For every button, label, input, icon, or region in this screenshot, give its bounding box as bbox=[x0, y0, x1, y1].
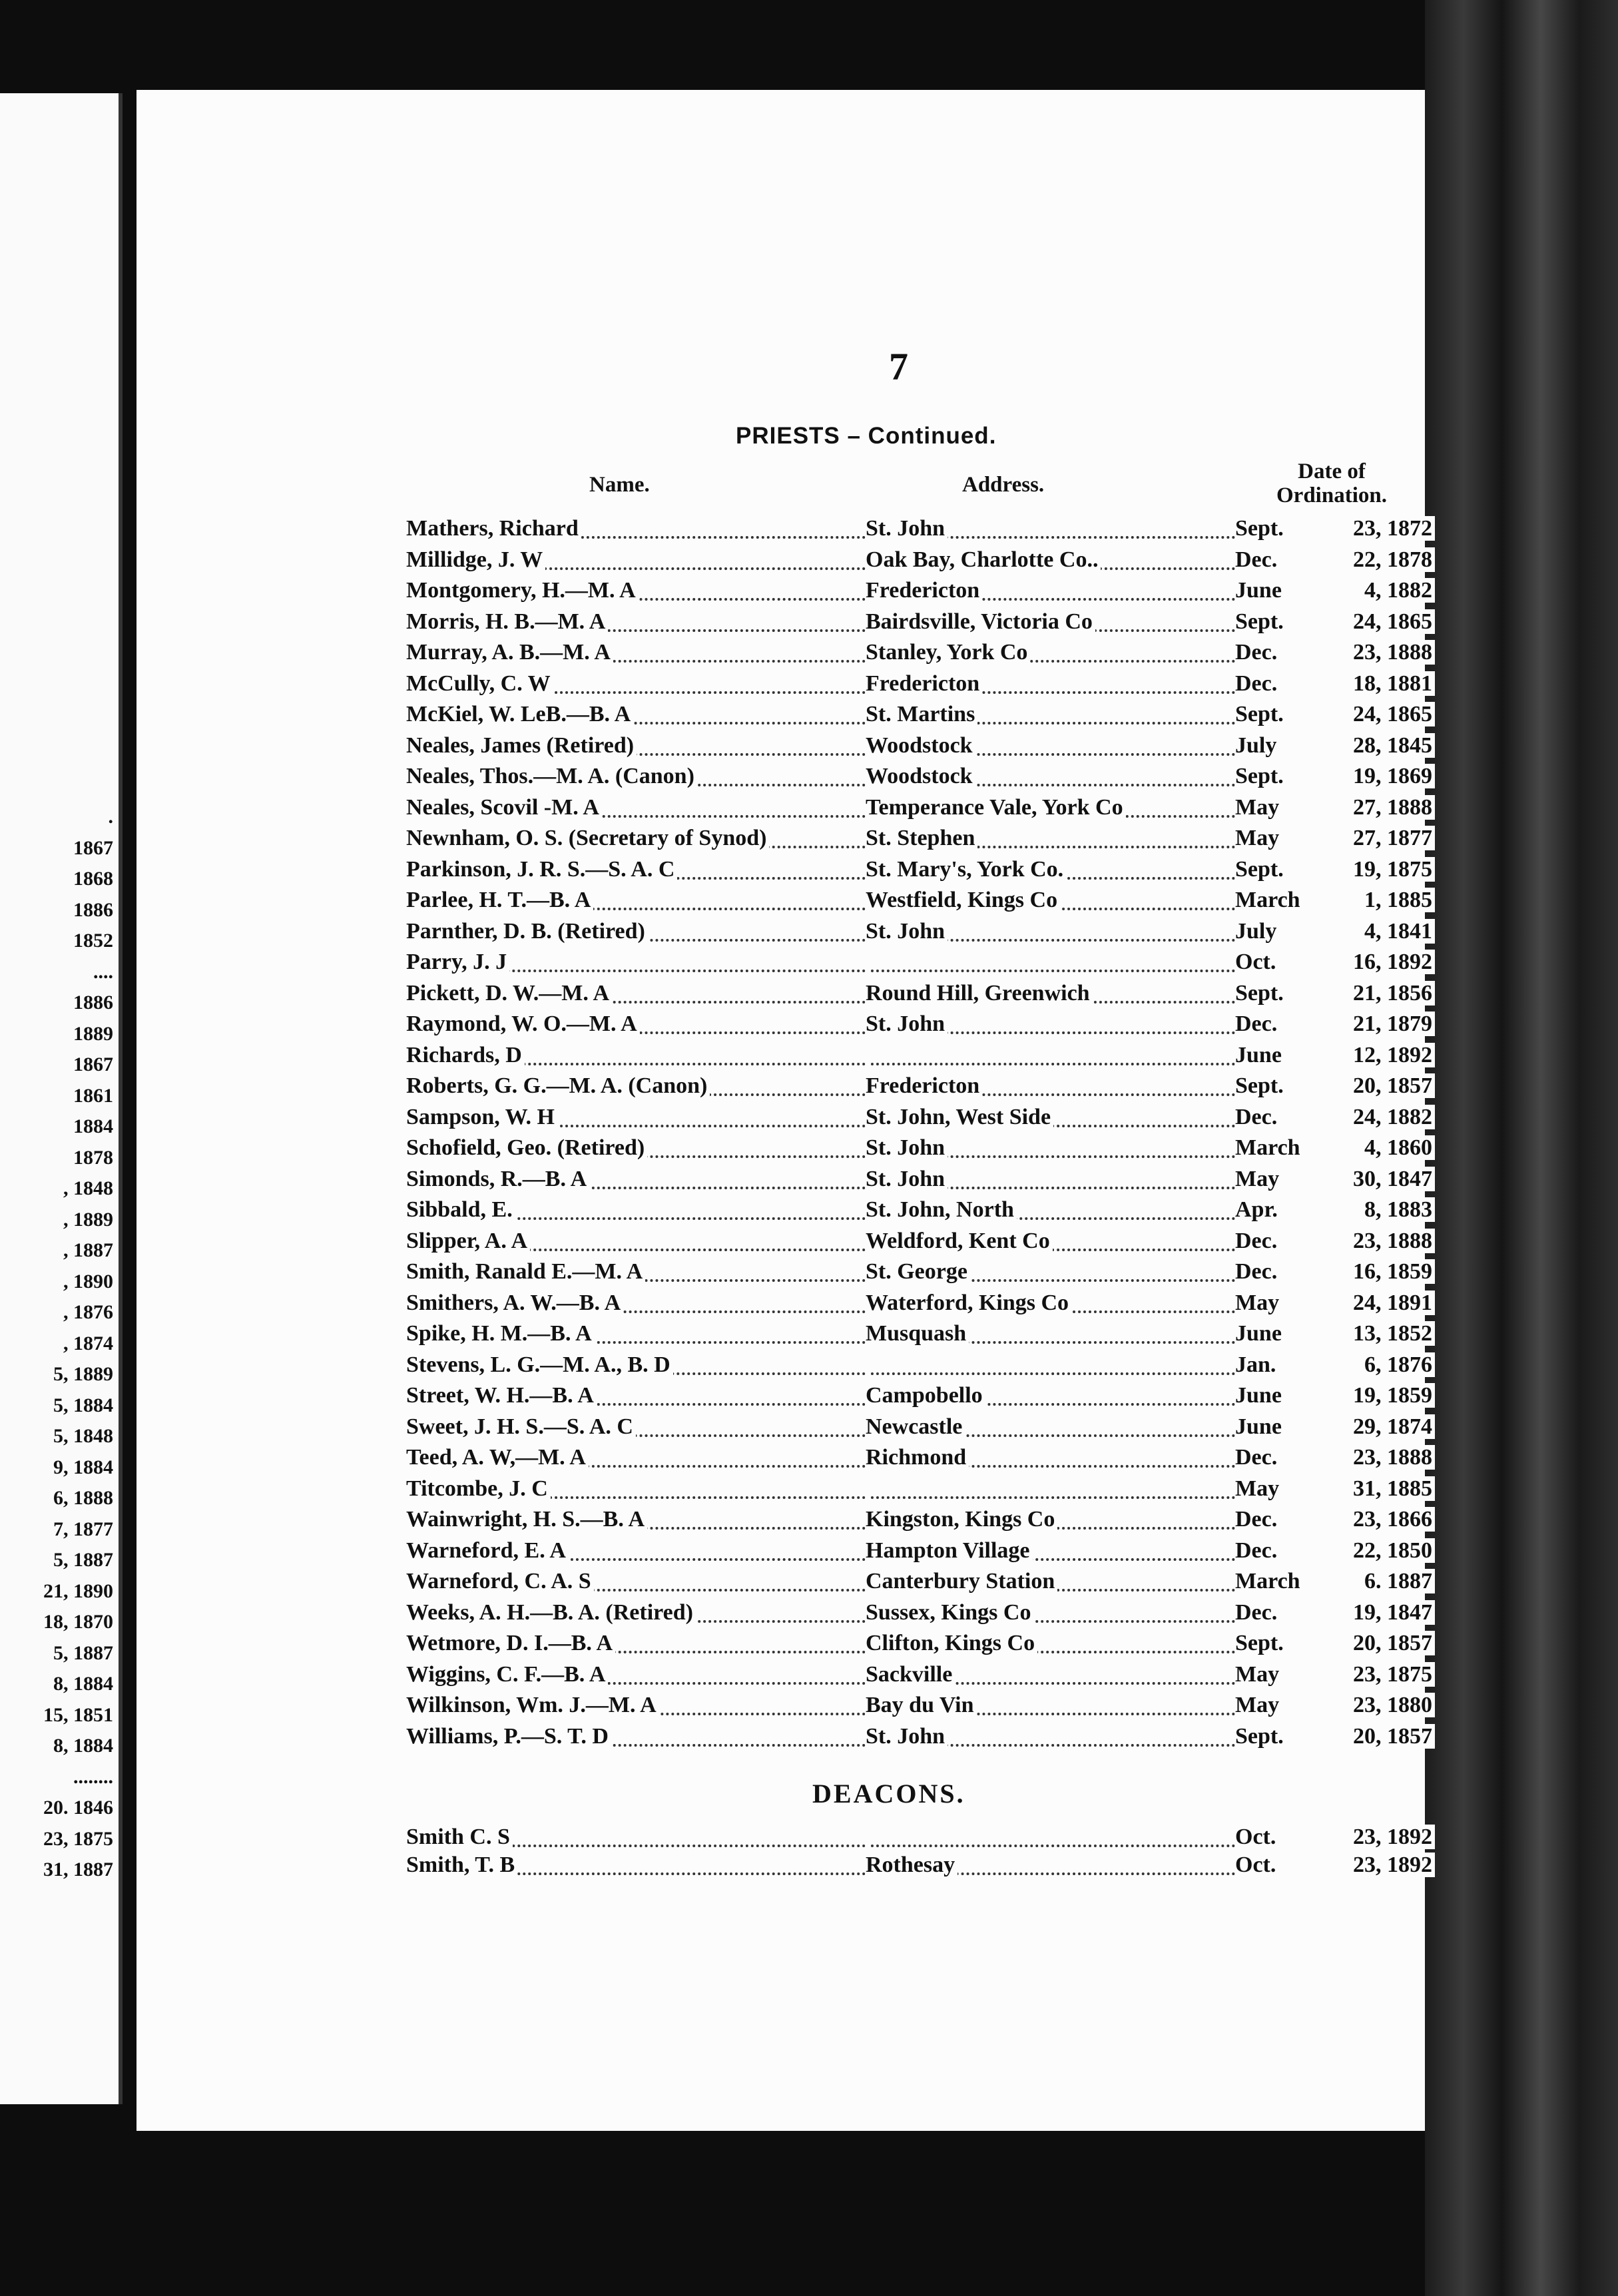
entry-address: Fredericton bbox=[866, 578, 982, 603]
entry-month: July bbox=[1235, 919, 1279, 944]
entry-address: Fredericton bbox=[866, 671, 982, 697]
entry-name: Neales, Scovil -M. A bbox=[406, 795, 602, 820]
list-item bbox=[406, 1105, 1438, 1135]
book-binding bbox=[1425, 0, 1618, 2296]
entry-month: Sept. bbox=[1235, 702, 1286, 727]
entry-name: Sampson, W. H bbox=[406, 1105, 557, 1130]
list-item bbox=[406, 1043, 1438, 1073]
book-page bbox=[136, 90, 1432, 2131]
entry-month: March bbox=[1235, 1135, 1303, 1161]
entry-month: Sept. bbox=[1235, 981, 1286, 1006]
list-item bbox=[406, 1600, 1438, 1631]
facing-page-text: , 1848 bbox=[63, 1177, 113, 1199]
entry-name: Weeks, A. H.—B. A. (Retired) bbox=[406, 1600, 696, 1625]
list-item bbox=[406, 950, 1438, 980]
facing-page-text: 5, 1887 bbox=[53, 1641, 113, 1664]
entry-date: 29, 1874 bbox=[1335, 1414, 1435, 1440]
priests-heading: PRIESTS – Continued. bbox=[736, 423, 997, 449]
facing-page-text: 1884 bbox=[73, 1115, 113, 1137]
entry-month: Sept. bbox=[1235, 1073, 1286, 1099]
column-header-date-line2: Ordination. bbox=[1276, 483, 1387, 507]
list-item bbox=[406, 1445, 1438, 1476]
list-item bbox=[406, 1569, 1438, 1599]
entry-date: 24, 1882 bbox=[1335, 1105, 1435, 1130]
facing-page-text: 5, 1887 bbox=[53, 1549, 113, 1571]
entry-address: Rothesay bbox=[866, 1853, 957, 1878]
entry-date: 23, 1872 bbox=[1335, 516, 1435, 541]
entry-name: Neales, James (Retired) bbox=[406, 733, 637, 758]
entry-date: 18, 1881 bbox=[1335, 671, 1435, 697]
entry-date: 24, 1865 bbox=[1335, 609, 1435, 635]
entry-address: Waterford, Kings Co bbox=[866, 1291, 1071, 1316]
entry-date: 16, 1859 bbox=[1335, 1259, 1435, 1285]
entry-month: Jan. bbox=[1235, 1352, 1278, 1378]
entry-name: Wainwright, H. S.—B. A bbox=[406, 1507, 647, 1532]
facing-page-text: 18, 1870 bbox=[43, 1611, 113, 1633]
entry-address: Hampton Village bbox=[866, 1538, 1033, 1564]
entry-address: St. John bbox=[866, 1011, 947, 1037]
entry-name: Smith, T. B bbox=[406, 1853, 517, 1878]
column-header-date bbox=[1258, 459, 1405, 507]
list-item bbox=[406, 1352, 1438, 1383]
entry-date: 6. 1887 bbox=[1335, 1569, 1435, 1594]
entry-month: June bbox=[1235, 1321, 1284, 1346]
facing-page-text: 21, 1890 bbox=[43, 1579, 113, 1602]
entry-month: June bbox=[1235, 1414, 1284, 1440]
facing-page-text: 1868 bbox=[73, 868, 113, 890]
list-item bbox=[406, 1825, 1438, 1855]
entry-address: Bay du Vin bbox=[866, 1693, 977, 1718]
list-item bbox=[406, 1476, 1438, 1507]
entry-date: 23, 1888 bbox=[1335, 1229, 1435, 1254]
entry-name: Titcombe, J. C bbox=[406, 1476, 551, 1502]
entry-date: 30, 1847 bbox=[1335, 1167, 1435, 1192]
facing-page-text: .... bbox=[93, 960, 113, 983]
entry-month: June bbox=[1235, 578, 1284, 603]
entry-date: 22, 1850 bbox=[1335, 1538, 1435, 1564]
entry-address: Westfield, Kings Co bbox=[866, 888, 1060, 913]
entry-name: Teed, A. W,—M. A bbox=[406, 1445, 589, 1470]
list-item bbox=[406, 1414, 1438, 1445]
entry-address bbox=[866, 950, 868, 975]
entry-name: Murray, A. B.—M. A bbox=[406, 640, 613, 665]
entry-address: St. John, North bbox=[866, 1197, 1017, 1223]
entry-address bbox=[866, 1825, 868, 1850]
facing-page-fragment bbox=[0, 93, 123, 2104]
list-item bbox=[406, 1197, 1438, 1228]
facing-page-text: 6, 1888 bbox=[53, 1487, 113, 1509]
facing-page-text: 20. 1846 bbox=[43, 1797, 113, 1819]
facing-page-text: 5, 1848 bbox=[53, 1425, 113, 1447]
list-item bbox=[406, 609, 1438, 640]
entry-address: Campobello bbox=[866, 1383, 985, 1408]
list-item bbox=[406, 1135, 1438, 1166]
facing-page-text: 31, 1887 bbox=[43, 1859, 113, 1880]
entry-address: Oak Bay, Charlotte Co.. bbox=[866, 547, 1101, 573]
facing-page-text: 1852 bbox=[73, 930, 113, 952]
entry-address: Musquash bbox=[866, 1321, 969, 1346]
list-item bbox=[406, 1507, 1438, 1538]
entry-date: 23, 1875 bbox=[1335, 1662, 1435, 1687]
list-item bbox=[406, 733, 1438, 764]
entry-name: Warneford, C. A. S bbox=[406, 1569, 594, 1594]
entry-month: Apr. bbox=[1235, 1197, 1280, 1223]
entry-name: Mathers, Richard bbox=[406, 516, 581, 541]
facing-page-text: , 1887 bbox=[63, 1239, 113, 1261]
entry-address: Clifton, Kings Co bbox=[866, 1631, 1037, 1656]
entry-address: Temperance Vale, York Co bbox=[866, 795, 1126, 820]
list-item bbox=[406, 826, 1438, 856]
list-item bbox=[406, 702, 1438, 732]
list-item bbox=[406, 1167, 1438, 1197]
entry-month: May bbox=[1235, 795, 1282, 820]
entry-month: June bbox=[1235, 1383, 1284, 1408]
entry-name: Smith, Ranald E.—M. A bbox=[406, 1259, 645, 1285]
entry-month: Oct. bbox=[1235, 950, 1278, 975]
entry-date: 23, 1880 bbox=[1335, 1693, 1435, 1718]
entry-address: Woodstock bbox=[866, 764, 975, 789]
list-item bbox=[406, 888, 1438, 918]
entry-name: Schofield, Geo. (Retired) bbox=[406, 1135, 647, 1161]
entry-month: Sept. bbox=[1235, 1724, 1286, 1749]
entry-address: Richmond bbox=[866, 1445, 969, 1470]
facing-page-text: , 1889 bbox=[63, 1208, 113, 1231]
facing-page-text: 8, 1884 bbox=[53, 1673, 113, 1695]
entry-address: Canterbury Station bbox=[866, 1569, 1057, 1594]
list-item bbox=[406, 1073, 1438, 1104]
entry-name: Spike, H. M.—B. A bbox=[406, 1321, 595, 1346]
entry-name: Parlee, H. T.—B. A bbox=[406, 888, 593, 913]
deacons-heading: DEACONS. bbox=[812, 1779, 965, 1809]
entry-address bbox=[866, 1352, 868, 1378]
column-header-address: Address. bbox=[962, 473, 1045, 497]
entry-name: Stevens, L. G.—M. A., B. D bbox=[406, 1352, 673, 1378]
entry-date: 21, 1879 bbox=[1335, 1011, 1435, 1037]
list-item bbox=[406, 1662, 1438, 1693]
entry-date: 4, 1882 bbox=[1335, 578, 1435, 603]
entry-address: Weldford, Kent Co bbox=[866, 1229, 1053, 1254]
entry-address: St. John bbox=[866, 1724, 947, 1749]
entry-month: Dec. bbox=[1235, 1105, 1280, 1130]
entry-month: Dec. bbox=[1235, 1445, 1280, 1470]
list-item bbox=[406, 578, 1438, 609]
entry-name: Sibbald, E. bbox=[406, 1197, 515, 1223]
entry-name: Street, W. H.—B. A bbox=[406, 1383, 597, 1408]
entry-name: Wilkinson, Wm. J.—M. A bbox=[406, 1693, 659, 1718]
facing-page-text: 1886 bbox=[73, 992, 113, 1013]
list-item bbox=[406, 671, 1438, 702]
entry-address: Newcastle bbox=[866, 1414, 965, 1440]
entry-date: 20, 1857 bbox=[1335, 1724, 1435, 1749]
entry-month: Sept. bbox=[1235, 609, 1286, 635]
entry-date: 20, 1857 bbox=[1335, 1073, 1435, 1099]
entry-address: St. Stephen bbox=[866, 826, 977, 851]
entry-month: Oct. bbox=[1235, 1853, 1278, 1878]
list-item bbox=[406, 1321, 1438, 1352]
entry-date: 4, 1860 bbox=[1335, 1135, 1435, 1161]
entry-address: Sussex, Kings Co bbox=[866, 1600, 1033, 1625]
entry-date: 23, 1892 bbox=[1335, 1853, 1435, 1878]
entry-address: St. John, West Side bbox=[866, 1105, 1053, 1130]
entry-month: Sept. bbox=[1235, 516, 1286, 541]
entry-date: 23, 1866 bbox=[1335, 1507, 1435, 1532]
entry-date: 24, 1891 bbox=[1335, 1291, 1435, 1316]
entry-address: St. Martins bbox=[866, 702, 977, 727]
entry-name: Wetmore, D. I.—B. A bbox=[406, 1631, 615, 1656]
entry-address: Woodstock bbox=[866, 733, 975, 758]
facing-page-text: 23, 1875 bbox=[43, 1827, 113, 1850]
facing-page-text: 1886 bbox=[73, 898, 113, 921]
entry-address: Round Hill, Greenwich bbox=[866, 981, 1093, 1006]
entry-month: Dec. bbox=[1235, 547, 1280, 573]
entry-name: Millidge, J. W bbox=[406, 547, 545, 573]
facing-page-text: , 1874 bbox=[63, 1332, 113, 1354]
entry-month: Dec. bbox=[1235, 640, 1280, 665]
entry-name: Warneford, E. A bbox=[406, 1538, 569, 1564]
entry-name: Williams, P.—S. T. D bbox=[406, 1724, 611, 1749]
entry-name: Roberts, G. G.—M. A. (Canon) bbox=[406, 1073, 710, 1099]
entry-name: McCully, C. W bbox=[406, 671, 553, 697]
entry-month: Dec. bbox=[1235, 671, 1280, 697]
entry-name: Smithers, A. W.—B. A bbox=[406, 1291, 623, 1316]
entry-name: Parkinson, J. R. S.—S. A. C bbox=[406, 857, 677, 882]
entry-address: St. George bbox=[866, 1259, 970, 1285]
entry-address: St. John bbox=[866, 919, 947, 944]
entry-date: 31, 1885 bbox=[1335, 1476, 1435, 1502]
entry-month: Dec. bbox=[1235, 1600, 1280, 1625]
list-item bbox=[406, 640, 1438, 671]
list-item bbox=[406, 795, 1438, 826]
entry-address: St. John bbox=[866, 1135, 947, 1161]
facing-page-text: ........ bbox=[73, 1765, 113, 1788]
list-item bbox=[406, 1631, 1438, 1661]
entry-date: 27, 1877 bbox=[1335, 826, 1435, 851]
entry-month: Dec. bbox=[1235, 1011, 1280, 1037]
entry-date: 24, 1865 bbox=[1335, 702, 1435, 727]
entry-month: Sept. bbox=[1235, 857, 1286, 882]
list-item bbox=[406, 1259, 1438, 1290]
entry-month: May bbox=[1235, 1291, 1282, 1316]
list-item bbox=[406, 516, 1438, 547]
entry-date: 23, 1888 bbox=[1335, 640, 1435, 665]
entry-address: St. John bbox=[866, 1167, 947, 1192]
entry-month: May bbox=[1235, 1167, 1282, 1192]
entry-date: 19, 1869 bbox=[1335, 764, 1435, 789]
entry-month: Sept. bbox=[1235, 764, 1286, 789]
list-item bbox=[406, 764, 1438, 794]
entry-name: Parnther, D. B. (Retired) bbox=[406, 919, 648, 944]
entry-name: Sweet, J. H. S.—S. A. C bbox=[406, 1414, 636, 1440]
entry-name: Simonds, R.—B. A bbox=[406, 1167, 589, 1192]
facing-page-text: 9, 1884 bbox=[53, 1456, 113, 1478]
entry-address: Bairdsville, Victoria Co bbox=[866, 609, 1095, 635]
entry-month: July bbox=[1235, 733, 1279, 758]
entry-date: 19, 1859 bbox=[1335, 1383, 1435, 1408]
entry-date: 21, 1856 bbox=[1335, 981, 1435, 1006]
entry-name: Raymond, W. O.—M. A bbox=[406, 1011, 640, 1037]
facing-page-text: 1861 bbox=[73, 1084, 113, 1107]
entry-month: Dec. bbox=[1235, 1538, 1280, 1564]
page-number: 7 bbox=[889, 345, 908, 388]
list-item bbox=[406, 1724, 1438, 1755]
facing-page-text: 1889 bbox=[73, 1022, 113, 1045]
entry-name: McKiel, W. LeB.—B. A bbox=[406, 702, 633, 727]
entry-date: 22, 1878 bbox=[1335, 547, 1435, 573]
list-item bbox=[406, 1853, 1438, 1883]
column-header-name: Name. bbox=[589, 473, 650, 497]
entry-date: 19, 1875 bbox=[1335, 857, 1435, 882]
entry-name: Smith C. S bbox=[406, 1825, 513, 1850]
entry-date: 28, 1845 bbox=[1335, 733, 1435, 758]
facing-page-text: 7, 1877 bbox=[53, 1518, 113, 1540]
list-item bbox=[406, 547, 1438, 578]
list-item bbox=[406, 1011, 1438, 1042]
list-item bbox=[406, 981, 1438, 1011]
entry-name: Parry, J. J bbox=[406, 950, 509, 975]
entry-date: 1, 1885 bbox=[1335, 888, 1435, 913]
entry-name: Newnham, O. S. (Secretary of Synod) bbox=[406, 826, 769, 851]
entry-month: March bbox=[1235, 888, 1303, 913]
entry-address: Kingston, Kings Co bbox=[866, 1507, 1057, 1532]
entry-month: Sept. bbox=[1235, 1631, 1286, 1656]
facing-page-text: , 1890 bbox=[63, 1270, 113, 1292]
facing-page-text: 1878 bbox=[73, 1146, 113, 1169]
entry-date: 23, 1892 bbox=[1335, 1825, 1435, 1850]
column-header-date-line1: Date of bbox=[1298, 459, 1366, 483]
entry-date: 12, 1892 bbox=[1335, 1043, 1435, 1068]
entry-date: 8, 1883 bbox=[1335, 1197, 1435, 1223]
facing-page-text: 1867 bbox=[73, 1053, 113, 1075]
entry-address bbox=[866, 1476, 868, 1502]
entry-date: 23, 1888 bbox=[1335, 1445, 1435, 1470]
entry-date: 27, 1888 bbox=[1335, 795, 1435, 820]
entry-name: Richards, D bbox=[406, 1043, 525, 1068]
entry-month: Dec. bbox=[1235, 1229, 1280, 1254]
facing-page-text: . bbox=[108, 806, 113, 828]
list-item bbox=[406, 1291, 1438, 1321]
list-item bbox=[406, 1229, 1438, 1259]
facing-page-text: 15, 1851 bbox=[43, 1703, 113, 1726]
entry-name: Morris, H. B.—M. A bbox=[406, 609, 608, 635]
entry-date: 4, 1841 bbox=[1335, 919, 1435, 944]
entry-month: Oct. bbox=[1235, 1825, 1278, 1850]
entry-address: Sackville bbox=[866, 1662, 955, 1687]
entry-month: Dec. bbox=[1235, 1259, 1280, 1285]
entry-date: 20, 1857 bbox=[1335, 1631, 1435, 1656]
entry-month: Dec. bbox=[1235, 1507, 1280, 1532]
list-item bbox=[406, 1538, 1438, 1569]
facing-page-text: 1867 bbox=[73, 836, 113, 859]
entry-month: May bbox=[1235, 1662, 1282, 1687]
facing-page-text: 5, 1889 bbox=[53, 1363, 113, 1385]
entry-name: Montgomery, H.—M. A bbox=[406, 578, 639, 603]
list-item bbox=[406, 857, 1438, 888]
list-item bbox=[406, 919, 1438, 950]
entry-address: Stanley, York Co bbox=[866, 640, 1030, 665]
entry-month: March bbox=[1235, 1569, 1303, 1594]
entry-address: St. Mary's, York Co. bbox=[866, 857, 1066, 882]
entry-address: St. John bbox=[866, 516, 947, 541]
facing-page-text: 5, 1884 bbox=[53, 1394, 113, 1416]
facing-page-text: 8, 1884 bbox=[53, 1735, 113, 1757]
facing-page-text: , 1876 bbox=[63, 1301, 113, 1323]
entry-name: Slipper, A. A bbox=[406, 1229, 530, 1254]
entry-date: 13, 1852 bbox=[1335, 1321, 1435, 1346]
entry-date: 19, 1847 bbox=[1335, 1600, 1435, 1625]
entry-name: Pickett, D. W.—M. A bbox=[406, 981, 612, 1006]
entry-month: May bbox=[1235, 826, 1282, 851]
entry-date: 6, 1876 bbox=[1335, 1352, 1435, 1378]
list-item bbox=[406, 1693, 1438, 1723]
entry-name: Wiggins, C. F.—B. A bbox=[406, 1662, 608, 1687]
entry-name: Neales, Thos.—M. A. (Canon) bbox=[406, 764, 697, 789]
entry-month: May bbox=[1235, 1693, 1282, 1718]
entry-address: Fredericton bbox=[866, 1073, 982, 1099]
list-item bbox=[406, 1383, 1438, 1414]
entry-month: June bbox=[1235, 1043, 1284, 1068]
entry-address bbox=[866, 1043, 868, 1068]
entry-date: 16, 1892 bbox=[1335, 950, 1435, 975]
entry-month: May bbox=[1235, 1476, 1282, 1502]
